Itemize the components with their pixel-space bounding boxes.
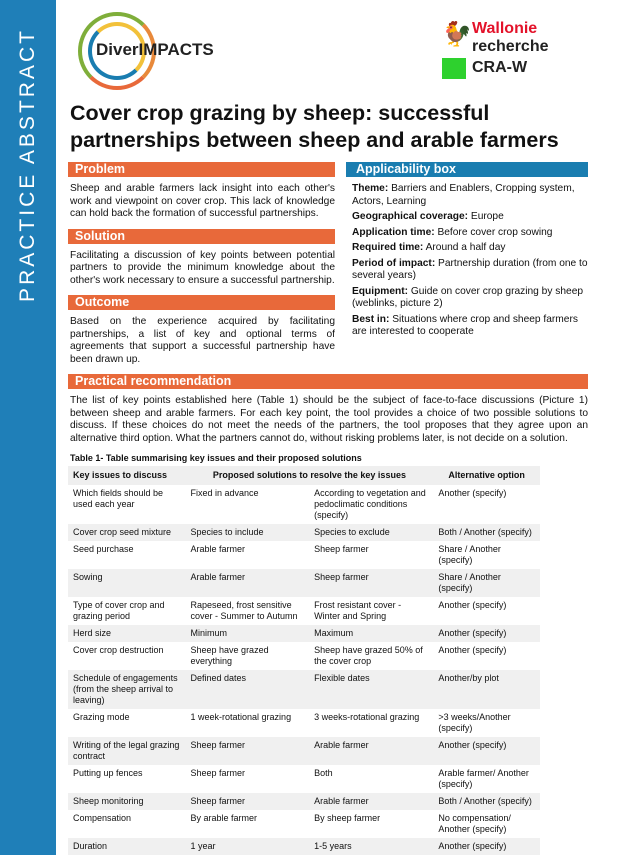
item-label: Equipment: [352,285,409,297]
table-cell: Another (specify) [438,600,507,610]
practical-text: The list of key points established here (Table 1) should be the subject of face-to-face discussions (Picture 1) between sheep and arable farmers. For each key point, the tool provides a choice of two possible solutions to discuss. If these choices do not meet the needs of the partners, the tool proposes that they agree upon an alternative third option. What the partners cannot do, without risking problems later, is not decide on a solution. [70,395,588,444]
table-cell: Rapeseed, frost sensitive cover - Summer to Autumn [190,600,298,621]
table-cell: Seed purchase [73,544,134,554]
practical-heading: Practical recommendation [68,374,588,389]
table-row [68,541,540,569]
table-cell: Both / Another (specify) [433,524,540,541]
applicability-item [352,286,588,311]
table-cell: >3 weeks/Another (specify) [438,712,511,733]
table-cell: Another (specify) [433,625,540,642]
table-cell: Another (specify) [438,645,507,655]
table-cell: 3 weeks-rotational grazing [314,712,420,722]
table-cell: Compensation [73,813,132,823]
table-row [68,765,540,793]
table-row [68,625,540,642]
table-cell: 1 year [186,838,310,855]
table-cell: Arable farmer [186,569,310,597]
table-row [68,709,540,737]
item-value: Partnership duration (from one to several years) [352,257,588,281]
sidebar-strip [0,0,56,855]
table-cell: Cover crop destruction [73,645,164,655]
recherche-text: recherche [472,38,549,55]
table-header: Proposed solutions to resolve the key issues [186,466,434,485]
table-cell: Another (specify) [438,488,507,498]
outcome-text: Based on the experience acquired by facilitating partnerships, a list of key and optional terms of agreements that support a successful partnership have been drawn up. [70,316,335,365]
table-cell: Another (specify) [433,737,540,765]
table-row [68,670,540,709]
applicability-box [346,183,588,339]
table-cell: Sheep monitoring [68,793,186,810]
table-header: Key issues to discuss [68,466,186,485]
table-header: Alternative option [433,466,540,485]
diverimpacts-logo [78,12,248,92]
table-row [68,838,540,855]
table-cell: Putting up fences [73,768,143,778]
table-cell: 1-5 years [309,838,433,855]
table-cell: Minimum [186,625,310,642]
outcome-heading: Outcome [68,295,335,310]
applicability-item [352,314,588,339]
table-cell: Sheep have grazed everything [190,645,269,666]
item-value: Around a half day [423,242,506,253]
item-value: Guide on cover crop grazing by sheep (weblinks, picture 2) [352,285,584,309]
item-label: Period of impact: [352,257,436,269]
table-cell: Sheep farmer [309,569,433,597]
item-label: Theme: [352,183,389,194]
table-row [68,485,540,524]
top-columns [68,162,588,374]
table-cell: Herd size [68,625,186,642]
header [68,12,588,100]
problem-heading: Problem [68,162,335,177]
item-value: Situations where crop and sheep farmers are interested to cooperate [352,313,578,337]
problem-text: Sheep and arable farmers lack insight into each other's work and viewpoint on cover crop. This lack of knowledge can hold back the formation of successful partnerships. [70,183,335,219]
table-row [68,642,540,670]
table-cell: Cover crop seed mixture [68,524,186,541]
table-cell: Flexible dates [309,670,433,709]
table-cell: Which fields should be used each year [73,488,164,509]
table-cell: Arable farmer/ Another (specify) [438,768,529,789]
rooster-icon: 🐓 [442,21,472,48]
right-column [346,162,588,374]
wallonie-logo [440,20,560,82]
solution-heading: Solution [68,229,335,244]
craw-text: CRA-W [472,59,528,76]
table-cell: By arable farmer [190,813,258,823]
table-cell: Arable farmer [190,544,246,554]
table-cell: Species to exclude [309,524,433,541]
item-label: Geographical coverage: [352,211,469,222]
item-value: Barriers and Enablers, Cropping system, Actors, Learning [352,183,575,207]
table-cell: Share / Another (specify) [433,569,540,597]
table-cell: Arable farmer [309,737,433,765]
diverimpacts-text: DiverIMPACTS [96,40,214,59]
table-row [68,810,540,838]
table-cell: Type of cover crop and grazing period [73,600,165,621]
table-cell: Another/by plot [433,670,540,709]
craw-leaf-icon [442,58,466,79]
table-cell: Sheep farmer [314,544,369,554]
table-cell: Defined dates [186,670,310,709]
table-cell: Both [314,768,333,778]
table-cell: Sheep farmer [186,737,310,765]
item-label: Required time: [352,242,424,253]
applicability-item [352,258,588,283]
left-column [68,162,335,374]
applicability-item [352,242,588,255]
table-cell: Species to include [186,524,310,541]
table-cell: No compensation/ Another (specify) [438,813,511,834]
table-cell: Maximum [309,625,433,642]
table-row [68,569,540,597]
practice-abstract-label: PRACTICE ABSTRACT [16,28,39,302]
table-cell: Sheep farmer [186,793,310,810]
table-cell: Writing of the legal grazing contract [68,737,186,765]
applicability-item [352,227,588,240]
item-label: Best in: [352,313,390,325]
table-caption: Table 1- Table summarising key issues and their proposed solutions [70,453,362,463]
applicability-item [352,183,588,208]
table-row [68,597,540,625]
item-value: Before cover crop sowing [434,226,553,238]
table-cell: Sheep farmer [190,768,246,778]
table-cell: Frost resistant cover - Winter and Spring [314,600,402,621]
page-content [68,0,588,855]
table-cell: Share / Another (specify) [438,544,501,565]
table-cell: Duration [68,838,186,855]
table-cell: Arable farmer [309,793,433,810]
table-cell: Fixed in advance [190,488,259,498]
wallonie-text: Wallonie [472,20,538,37]
table-cell: Both / Another (specify) [433,793,540,810]
applicability-item [352,211,588,224]
table-cell: Grazing mode [73,712,130,722]
table-row [68,737,540,765]
table-cell: Sowing [68,569,186,597]
table-cell: Schedule of engagements (from the sheep arrival to leaving) [68,670,186,709]
item-value: Europe [468,211,504,222]
page-title: Cover crop grazing by sheep: successful partnerships between sheep and arable farmers [70,101,559,152]
table-cell: According to vegetation and pedoclimatic conditions (specify) [314,488,426,520]
applicability-heading: Applicability box [346,162,588,177]
table-row [68,793,540,810]
table-cell: Sheep have grazed 50% of the cover crop [314,645,423,666]
item-label: Application time: [352,226,435,238]
table-cell: 1 week-rotational grazing [190,712,292,722]
table-row [68,524,540,541]
table-cell: Another (specify) [433,838,540,855]
table-cell: By sheep farmer [314,813,381,823]
solution-text: Facilitating a discussion of key points between potential partners to provide the minimum knowledge about the other's work necessary to ensure a successful partnership. [70,249,335,286]
key-issues-table [68,466,540,855]
